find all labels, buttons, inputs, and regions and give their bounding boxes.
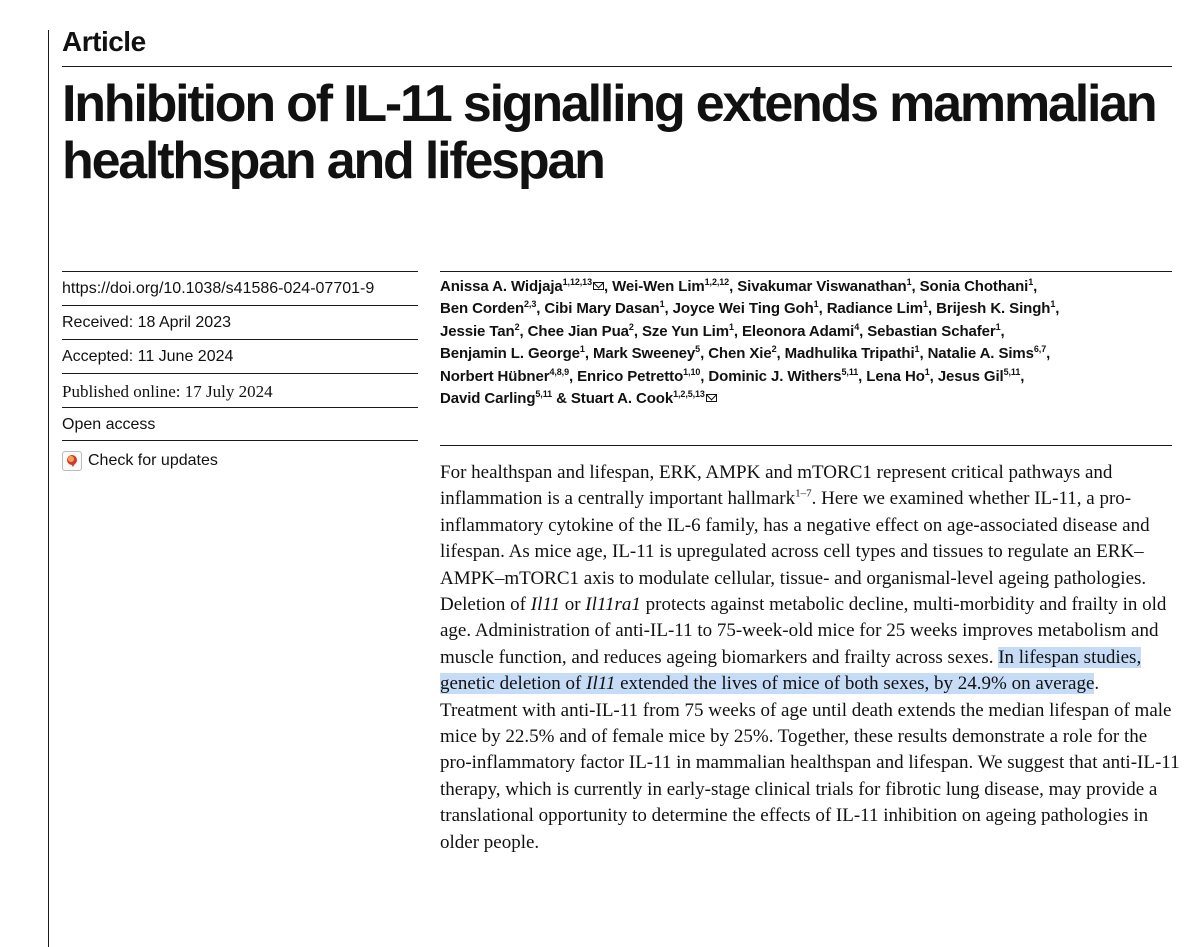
- author-name[interactable]: Lena Ho: [866, 367, 925, 385]
- doi-link[interactable]: https://doi.org/10.1038/s41586-024-07701-9: [62, 271, 418, 305]
- email-icon[interactable]: [706, 394, 717, 402]
- author-name[interactable]: Chen Xie: [708, 345, 772, 363]
- abstract-text: . Here we examined whether IL-11, a pro-inflammatory cytokine of the IL-6 family, has a negative effect on age-associated disease and lifespan. As mice age, IL-11 is upregulated across cell types and tissues to regulate an ERK–AMPK–mTORC1 axis to modulate cellular, tissue- and organismal-level ageing pathologies. Deletion of: [440, 488, 1150, 616]
- author-name[interactable]: Mark Sweeney: [592, 345, 696, 363]
- author-name[interactable]: Eleonora Adami: [741, 322, 855, 340]
- author-name[interactable]: Wei-Wen Lim: [612, 278, 705, 295]
- author-name[interactable]: Brijesh K. Singh: [936, 300, 1051, 318]
- author-affiliation: 1: [813, 299, 819, 310]
- author-name[interactable]: Sebastian Schafer: [867, 322, 996, 340]
- author-name[interactable]: Radiance Lim: [826, 300, 924, 318]
- author-name[interactable]: Sonia Chothani: [919, 278, 1029, 295]
- author-affiliation: 2: [628, 321, 634, 332]
- author-affiliation: 4,8,9: [549, 366, 569, 377]
- author-affiliation: 5: [695, 344, 701, 355]
- author-affiliation: 1: [1028, 277, 1034, 287]
- author-name[interactable]: Madhulika Tripathi: [784, 345, 915, 363]
- abstract-text: Il11: [530, 594, 560, 616]
- author-name[interactable]: David Carling: [440, 390, 536, 408]
- author-affiliation: 1: [923, 299, 928, 310]
- author-name[interactable]: Cibi Mary Dasan: [544, 300, 660, 318]
- author-affiliation: 2,3: [524, 299, 537, 310]
- article-title: Inhibition of IL-11 signalling extends mammalian healthspan and lifespan: [62, 75, 1156, 190]
- author-affiliation: 1,2,12: [704, 277, 730, 287]
- author-affiliation: 1: [995, 321, 1001, 332]
- author-affiliation: 1: [914, 344, 920, 355]
- article-metadata: [62, 271, 418, 471]
- author-affiliation: 1,2,5,13: [673, 389, 705, 400]
- author-name[interactable]: Sivakumar Viswanathan: [737, 278, 907, 295]
- author-affiliation: 1,10: [683, 366, 701, 377]
- abstract-text: or: [559, 594, 586, 616]
- author-name[interactable]: Stuart A. Cook: [570, 390, 674, 408]
- author-affiliation: 1,12,13: [562, 277, 592, 287]
- author-affiliation: 6,7: [1033, 344, 1047, 355]
- received-date: Received: 18 April 2023: [62, 305, 418, 339]
- author-affiliation: 5,11: [841, 366, 859, 377]
- author-name[interactable]: Joyce Wei Ting Goh: [672, 300, 814, 318]
- abstract-text: protects against metabolic decline, multi-morbidity and frailty in old age. Administration of anti-IL-11 to 75-week-old mice for 25 weeks improves metabolism and muscle function, and reduces ageing biomarkers and frailty across sexes.: [440, 594, 1167, 668]
- accepted-date: Accepted: 11 June 2024: [62, 339, 418, 373]
- header-rule: [62, 66, 1172, 67]
- author-name[interactable]: Ben Corden: [440, 300, 525, 318]
- email-icon[interactable]: [593, 282, 604, 290]
- abstract: [440, 460, 1180, 856]
- author-name[interactable]: Anissa A. Widjaja: [440, 278, 563, 295]
- article-type-label: Article: [62, 26, 146, 57]
- author-affiliation: 1: [579, 344, 585, 355]
- author-name[interactable]: Dominic J. Withers: [708, 367, 842, 385]
- check-for-updates-label: Check for updates: [88, 452, 218, 469]
- highlighted-text[interactable]: Il11: [586, 673, 616, 695]
- crossmark-icon: [62, 451, 82, 471]
- author-affiliation: 1: [659, 299, 665, 310]
- author-affiliation: 1: [728, 321, 734, 332]
- author-name[interactable]: Sze Yun Lim: [641, 322, 729, 340]
- authors-bottom-rule: [440, 445, 1172, 446]
- published-date: Published online: 17 July 2024: [62, 373, 418, 407]
- author-name[interactable]: Benjamin L. George: [440, 345, 580, 363]
- author-name[interactable]: Norbert Hübner: [440, 367, 550, 385]
- author-name[interactable]: Natalie A. Sims: [927, 345, 1034, 363]
- author-name[interactable]: Chee Jian Pua: [527, 322, 629, 340]
- author-affiliation: 2: [771, 344, 777, 355]
- open-access-label: Open access: [62, 407, 418, 441]
- highlighted-text[interactable]: extended the lives of mice of both sexes, by 24.9% on average: [615, 673, 1095, 695]
- highlighted-text[interactable]: In lifespan studies, genetic deletion of: [440, 646, 1142, 695]
- author-affiliation: 1: [906, 277, 912, 287]
- author-affiliation: 4: [854, 321, 860, 332]
- author-list: Anissa A. Widjaja$^{1,12,13}$ , Wei-Wen Lim$^{1,2,12}$, Sivakumar Viswanathan$^1$, Sonia Chothani$^1$, Ben Corden$^{2,3}$, Cibi Mary Dasan$^1$, Joyce Wei Ting Goh$^1$, Radiance Lim$^1$, Brijesh K. Singh$^1$, Jessie Tan$^2$, Chee Jian Pua$^2$, Sze Yun Lim$^1$, Eleonora Adami$^4$, Sebastian Schafer$^1$, Benjamin L. George$^1$, Mark Sweeney$^5$, Chen Xie$^2$, Madhulika Tripathi$^1$, Natalie A. Sims$^{6,7}$, Norbert Hübner$^{4,8,9}$, Enrico Petretto$^{1,10}$, Dominic J. Withers$^{5,11}$, Lena Ho$^1$, Jesus Gil$^{5,11}$, David Carling$^{5,11}$ & Stuart A. Cook$^{1,2,5,13}$: [440, 277, 1060, 408]
- abstract-text: For healthspan and lifespan, ERK, AMPK and mTORC1 represent critical pathways and inflammation is a centrally important hallmark: [440, 462, 1113, 510]
- author-affiliation: 2: [514, 321, 520, 332]
- abstract-text: . Treatment with anti-IL-11 from 75 weeks of age until death extends the median lifespan of male mice by 22.5% and of female mice by 25%. Together, these results demonstrate a role for the pro-inflammatory factor IL-11 in mammalian healthspan and lifespan. We suggest that anti-IL-11 therapy, which is currently in early-stage clinical trials for fibrotic lung disease, may provide a translational opportunity to determine the effects of IL-11 inhibition on ageing pathologies in older people.: [440, 673, 1180, 853]
- author-affiliation: 1: [1050, 299, 1056, 310]
- author-affiliation: 5,11: [535, 389, 553, 400]
- citation-ref: 1–7: [795, 488, 812, 501]
- author-name[interactable]: Jesus Gil: [937, 367, 1004, 385]
- author-name[interactable]: Enrico Petretto: [577, 367, 684, 385]
- check-for-updates-button[interactable]: [62, 441, 418, 471]
- authors-top-rule: [440, 271, 1172, 272]
- left-margin-rule: [48, 30, 49, 947]
- author-affiliation: 1: [924, 366, 930, 377]
- author-affiliation: 5,11: [1003, 366, 1021, 377]
- author-name[interactable]: Jessie Tan: [440, 322, 515, 340]
- abstract-text: Il11ra1: [585, 594, 641, 616]
